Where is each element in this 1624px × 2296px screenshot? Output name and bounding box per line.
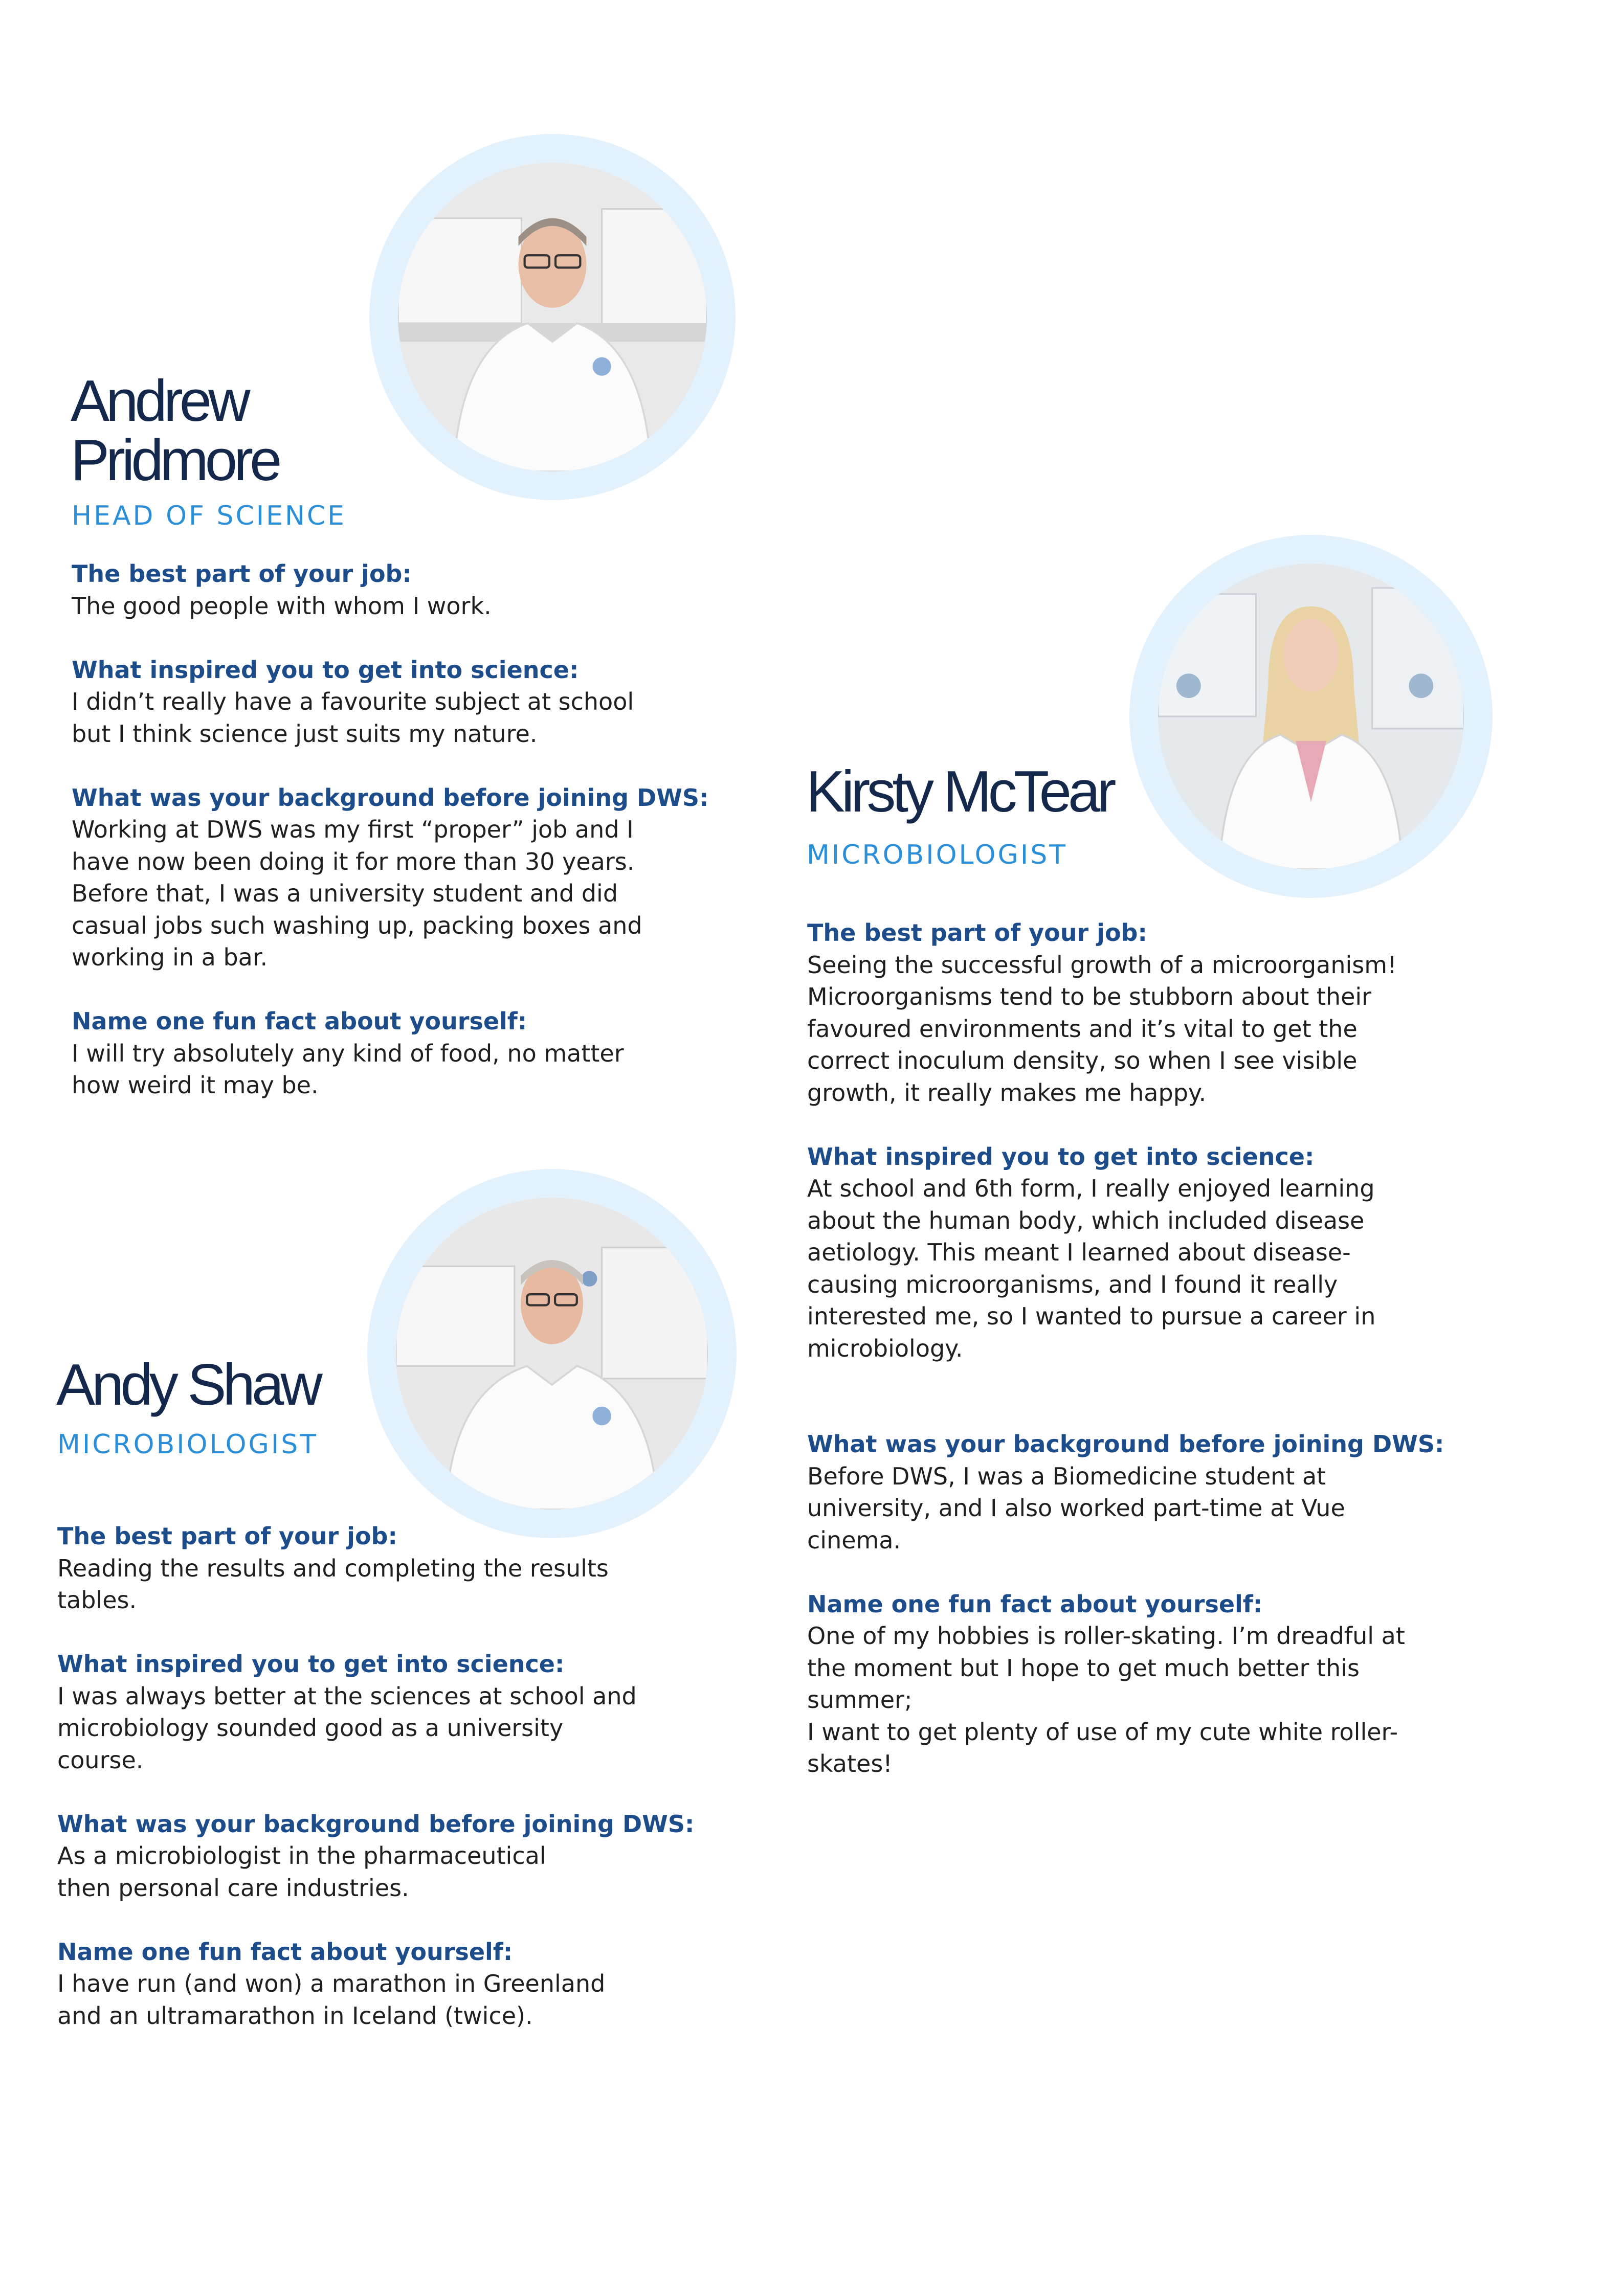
name-line-1: Andrew [71, 369, 247, 434]
answer: One of my hobbies is roller-skating. I’m dreadful at the moment but I hope to get much better this summer; I want to get plenty of use of my cute white roller- skates! [807, 1622, 1405, 1777]
answer: At school and 6th form, I really enjoyed learning about the human body, which included disease aetiology. This meant I learned about disease- causing microorganisms, and I found it really interested me, so I wanted to pursue a career in microbiology. [807, 1175, 1376, 1362]
question: What inspired you to get into science: [72, 656, 579, 684]
profile-role: MICROBIOLOGIST [807, 840, 1067, 870]
answer: Reading the results and completing the results tables. [57, 1554, 609, 1614]
photo-andy-shaw [396, 1198, 708, 1510]
answer: Seeing the successful growth of a microorganism! Microorganisms tend to be stubborn about their favoured environments and it’s vital to get the correct inoculum density, so when I see visible growth, it really makes me happy. [807, 951, 1397, 1107]
question: The best part of your job: [807, 919, 1147, 947]
profile-qa [72, 558, 726, 1101]
answer: I will try absolutely any kind of food, no matter how weird it may be. [72, 1039, 624, 1099]
question: What inspired you to get into science: [807, 1142, 1315, 1170]
name-line-2: Pridmore [71, 428, 279, 493]
question: Name one fun fact about yourself: [57, 1938, 513, 1966]
answer: As a microbiologist in the pharmaceutical then personal care industries. [57, 1842, 546, 1902]
profile-role: HEAD OF SCIENCE [72, 501, 347, 531]
answer: The good people with whom I work. [72, 592, 492, 620]
photo-kirsty-mctear [1158, 564, 1464, 869]
question: The best part of your job: [72, 560, 412, 588]
answer: I was always better at the sciences at school and microbiology sounded good as a university course. [57, 1682, 637, 1774]
question: The best part of your job: [57, 1522, 397, 1550]
question: Name one fun fact about yourself: [72, 1007, 527, 1035]
question: What was your background before joining DWS: [807, 1430, 1444, 1458]
question: What was your background before joining DWS: [57, 1810, 695, 1838]
profile-name: Kirsty McTear [806, 759, 1113, 824]
answer: I have run (and won) a marathon in Greenland and an ultramarathon in Iceland (twice). [57, 1970, 606, 2030]
answer: Before DWS, I was a Biomedicine student at university, and I also worked part-time at Vue cinema. [807, 1462, 1345, 1554]
answer: I didn’t really have a favourite subject at school but I think science just suits my nature. [72, 688, 634, 748]
photo-andrew-pridmore [398, 163, 707, 471]
answer: Working at DWS was my first “proper” job and I have now been doing it for more than 30 years. Before that, I was a university student and did casual jobs such washing up, packing boxes and working in a bar. [72, 816, 642, 971]
profile-qa [807, 917, 1585, 1780]
profile-name: Andy Shaw [56, 1353, 319, 1417]
question: Name one fun fact about yourself: [807, 1590, 1263, 1618]
profile-name [71, 369, 279, 493]
profile-qa [57, 1520, 732, 2032]
question: What was your background before joining DWS: [72, 783, 709, 812]
profile-role: MICROBIOLOGIST [57, 1429, 318, 1460]
question: What inspired you to get into science: [57, 1650, 565, 1678]
